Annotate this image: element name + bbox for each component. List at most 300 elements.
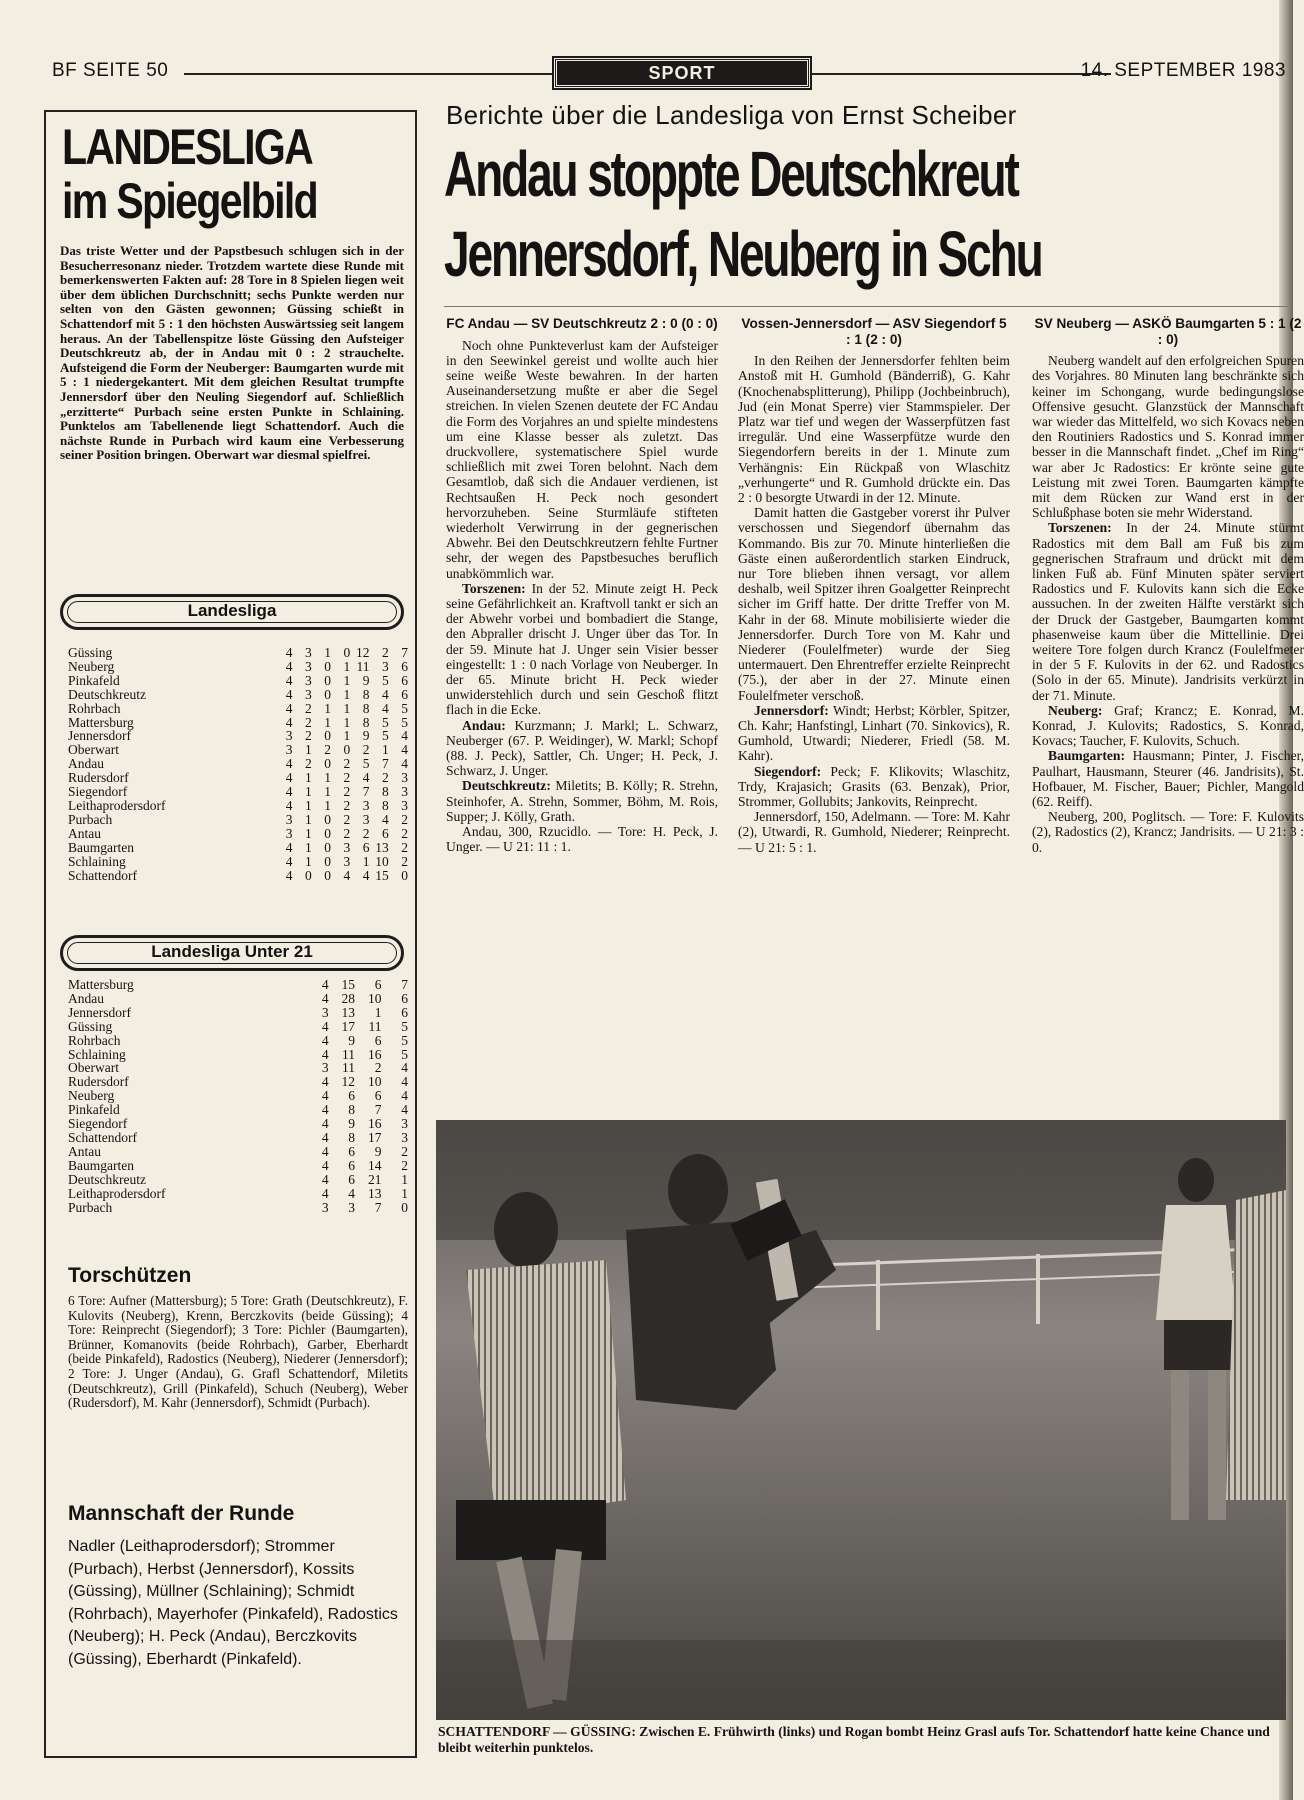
table-cell: 1 (401, 1171, 408, 1187)
table-cell: 6 (374, 1032, 382, 1048)
table-cell: 21 (367, 1171, 382, 1187)
article-jennersdorf (738, 316, 1010, 855)
table-cell: 0 (324, 686, 331, 702)
header-rule-left (184, 73, 586, 75)
table-cell: 4 (321, 1102, 329, 1118)
table-cell: 1 (305, 742, 312, 758)
table-cell: 5 (401, 1032, 408, 1048)
table-cell: 8 (348, 1102, 356, 1118)
article-paragraph (446, 718, 718, 779)
table-row (68, 813, 408, 827)
article-kicker: Berichte über die Landesliga von Ernst Scheiber (446, 100, 1017, 130)
table-cell: 4 (321, 1143, 329, 1159)
table-cell: 4 (381, 700, 389, 716)
page-label: BF SEITE 50 (52, 60, 169, 81)
table-cell: 3 (401, 1116, 408, 1132)
table-cell: 2 (401, 839, 408, 855)
table-cell: 8 (348, 1129, 356, 1145)
paragraph-text: Graf; Krancz; E. Konrad, M. Konrad, J. Kulovits; Radostics, S. Konrad, Kovacs; Taucher, F. Kulovits, Schuch. (1032, 702, 1304, 749)
table-row (68, 688, 408, 702)
table-cell: 2 (305, 728, 312, 744)
table-cell: 2 (305, 756, 312, 772)
table-cell: 1 (305, 784, 312, 800)
table-cell: 0 (324, 672, 331, 688)
table-cell: 0 (305, 867, 312, 883)
table-cell: 5 (401, 1018, 408, 1034)
table-cell: 2 (362, 742, 370, 758)
table-cell: 4 (285, 658, 293, 674)
table-cell: 4 (285, 700, 293, 716)
table-cell: 6 (401, 990, 408, 1006)
table-cell: 2 (374, 1060, 382, 1076)
table-cell: 11 (342, 1060, 356, 1076)
table-cell: 5 (362, 756, 370, 772)
league-table-header: Landesliga (60, 594, 404, 630)
table-cell: 15 (375, 867, 389, 883)
table-row (68, 855, 408, 869)
table-cell: 4 (321, 1157, 329, 1173)
table-cell: 3 (285, 811, 293, 827)
table-cell: 1 (305, 825, 312, 841)
team-name: Purbach (68, 1199, 113, 1215)
sidebar-title (62, 120, 317, 228)
table-cell: 3 (348, 1199, 356, 1215)
table-cell: 8 (381, 797, 389, 813)
table-cell: 1 (343, 686, 351, 702)
table-row (68, 771, 408, 785)
table-cell: 10 (367, 1074, 382, 1090)
table-cell: 7 (381, 756, 389, 772)
team-name: Pinkafeld (68, 1102, 120, 1118)
league-table (68, 646, 408, 882)
table-cell: 13 (341, 1004, 356, 1020)
table-cell: 3 (285, 825, 293, 841)
table-row (68, 1159, 408, 1173)
table-cell: 0 (324, 756, 331, 772)
table-row (68, 660, 408, 674)
table-cell: 6 (348, 1157, 356, 1173)
team-of-round-text: Nadler (Leithaprodersdorf); Strommer (Purbach), Herbst (Jennersdorf), Kossits (Güssing), Müllner (Schlaining); Schmidt (Rohrbach), Mayerhofer (Pinkafeld), Radostics (Neuberg); H. Peck (Andau), Berczkovits (Güssing), Eberhardt (Pinkafeld). (68, 1538, 398, 1668)
table-cell: 4 (343, 867, 351, 883)
table-cell: 4 (401, 742, 408, 758)
article-andau (446, 316, 718, 855)
team-name: Neuberg (68, 1088, 115, 1104)
table-cell: 0 (324, 853, 331, 869)
paragraph-text: In der 24. Minute stürmt Radostics mit dem Ball am Fuß bis zum gegnerischen Strafraum und drückt mit dem linken Fuß ab. Fünf Minuten später serviert Radostics und F. Kulovits kann sich die Ecke aussuchen. In der zweiten Hälfte verstärkt sich der Druck der Gastgeber, Baumgarten kommt phasenweise kaum über die Mittellinie. Drei weitere Tore folgen durch Krancz (Foulelfmeter in der 5 F. Kulovits in der 62. und Radostics (Solo in der 65. Minute). Jandrisits verkürzt in der 71. Minute. (1032, 520, 1304, 703)
article-paragraph (738, 703, 1010, 764)
table-row (68, 1006, 408, 1020)
table-cell: 11 (368, 1018, 382, 1034)
article-title: Vossen-Jennersdorf — ASV Siegendorf 5 : 1 (2 : 0) (741, 316, 1007, 347)
article-paragraph (1032, 748, 1304, 809)
team-name: Andau (68, 756, 104, 772)
table-cell: 4 (285, 714, 293, 730)
table-row (68, 827, 408, 841)
table-cell: 2 (343, 770, 351, 786)
table-cell: 1 (324, 770, 331, 786)
table-cell: 6 (401, 686, 408, 702)
table-row (68, 1075, 408, 1089)
team-name: Oberwart (68, 1060, 119, 1076)
table-cell: 0 (324, 839, 331, 855)
article-paragraph (446, 778, 718, 824)
table-cell: 9 (348, 1116, 356, 1132)
table-cell: 1 (324, 645, 331, 660)
table-cell: 13 (375, 839, 389, 855)
paragraph-label: Baumgarten: (1048, 748, 1126, 764)
table-cell: 3 (343, 853, 351, 869)
article-paragraph (1032, 703, 1304, 749)
table-cell: 2 (381, 770, 389, 786)
team-name: Siegendorf (68, 1116, 128, 1132)
table-cell: 2 (401, 853, 408, 869)
table-cell: 1 (305, 770, 312, 786)
table-cell: 9 (348, 1032, 356, 1048)
table-cell: 3 (321, 1004, 329, 1020)
table-row (68, 646, 408, 660)
team-name: Leithaprodersdorf (68, 1185, 166, 1201)
paragraph-label: Neuberg: (1048, 702, 1103, 718)
table-row (68, 716, 408, 730)
table-cell: 1 (374, 1004, 382, 1020)
table-cell: 7 (374, 1102, 382, 1118)
table-cell: 11 (356, 658, 370, 674)
table-cell: 7 (401, 977, 408, 992)
table-cell: 11 (342, 1046, 356, 1062)
team-name: Rohrbach (68, 1032, 121, 1048)
table-cell: 16 (367, 1046, 382, 1062)
table-cell: 3 (321, 1060, 329, 1076)
table-cell: 1 (343, 714, 351, 730)
table-cell: 3 (285, 728, 293, 744)
team-name: Leithaprodersdorf (68, 797, 166, 813)
team-name: Güssing (68, 1018, 113, 1034)
table-cell: 10 (375, 853, 389, 869)
table-row (68, 1020, 408, 1034)
team-name: Schlaining (68, 853, 126, 869)
table-cell: 4 (285, 672, 293, 688)
table-cell: 2 (343, 784, 351, 800)
table-cell: 2 (343, 756, 351, 772)
table-cell: 1 (305, 853, 312, 869)
table-row (68, 992, 408, 1006)
team-name: Pinkafeld (68, 672, 120, 688)
table-cell: 0 (401, 867, 408, 883)
table-row (68, 757, 408, 771)
table-cell: 17 (367, 1129, 382, 1145)
table-cell: 0 (401, 1199, 408, 1215)
team-name: Güssing (68, 645, 113, 660)
paragraph-text: Windt; Herbst; Körbler, Spitzer, Ch. Kahr; Hanfstingl, Linhart (70. Sinkovics), R. Gumhold, Utwardi; Niederer, Friedl (58. M. Kahr). (738, 702, 1010, 764)
table-cell: 6 (401, 658, 408, 674)
team-name: Antau (68, 1143, 101, 1159)
table-cell: 2 (381, 645, 389, 660)
team-name: Mattersburg (68, 977, 134, 992)
table-cell: 1 (324, 700, 331, 716)
table-cell: 4 (285, 756, 293, 772)
paragraph-label: Deutschkreutz: (462, 778, 551, 794)
table-cell: 3 (305, 658, 312, 674)
table-cell: 4 (362, 770, 370, 786)
table-cell: 1 (305, 839, 312, 855)
article-paragraph: Andau, 300, Rzucidlo. — Tore: H. Peck, J. Unger. — U 21: 11 : 1. (446, 824, 718, 855)
table-cell: 3 (305, 686, 312, 702)
table-cell: 4 (321, 1032, 329, 1048)
table-cell: 3 (343, 839, 351, 855)
table-cell: 1 (401, 1185, 408, 1201)
table-cell: 1 (324, 714, 331, 730)
article-paragraph: Neuberg wandelt auf den erfolgreichen Spuren des Vorjahres. 80 Minuten lang beschränkte sich keiner im Schongang, wurde bedingungslose Offensive gesucht. Glanzstück der Mannschaft war wieder das Mittelfeld, wo sich Kovacs neben den Routiniers Radostics und S. Konrad immer besser in die Mannschaft findet. „Chef im Ring“ war aber Jc Radostics: Er krönte seine gute Leistung mit zwei Toren. Baumgarten kämpfte mit dem Rücken zur Wand erst in der Schlußphase boten sie mehr Widerstand. (1032, 353, 1304, 521)
table-cell: 4 (321, 1046, 329, 1062)
headline (444, 134, 1286, 294)
table-row (68, 1145, 408, 1159)
table-cell: 0 (343, 645, 351, 660)
team-name: Jennersdorf (68, 728, 131, 744)
table-cell: 6 (362, 839, 370, 855)
table-cell: 2 (343, 811, 351, 827)
headline-rule (444, 306, 1289, 307)
table-cell: 4 (321, 1116, 329, 1132)
table-cell: 6 (401, 1004, 408, 1020)
team-name: Antau (68, 825, 101, 841)
u21-table (68, 978, 408, 1214)
table-cell: 6 (348, 1088, 356, 1104)
table-cell: 4 (401, 1102, 408, 1118)
paragraph-text: Peck; F. Klikovits; Wlaschitz, Trdy, Krajasich; Grasits (63. Benzak), Prior, Strommer, Gollubits; Jankovits, Reinprecht. (738, 763, 1010, 810)
table-cell: 7 (374, 1199, 382, 1215)
table-cell: 3 (381, 658, 389, 674)
issue-date: 14. SEPTEMBER 1983 (1080, 60, 1286, 81)
table-cell: 5 (381, 672, 389, 688)
table-cell: 9 (362, 672, 370, 688)
team-name: Rohrbach (68, 700, 121, 716)
table-cell: 2 (343, 797, 351, 813)
table-cell: 5 (401, 700, 408, 716)
headline-line2: Jennersdorf, Neuberg in Schu (444, 218, 1042, 290)
table-cell: 6 (381, 825, 389, 841)
table-row (68, 978, 408, 992)
table-row (68, 1089, 408, 1103)
table-cell: 3 (401, 797, 408, 813)
table-cell: 4 (285, 784, 293, 800)
table-cell: 4 (285, 797, 293, 813)
table-cell: 9 (362, 728, 370, 744)
table-cell: 0 (324, 867, 331, 883)
table-cell: 2 (305, 714, 312, 730)
article-neuberg (1032, 316, 1304, 855)
sidebar-title-line2: im Spiegelbild (62, 173, 317, 229)
article-paragraph: Noch ohne Punkteverlust kam der Aufsteiger in den Seewinkel gereist und wollte auch hier seine weiße Weste bewahren. In der harten Auseinandersetzung mußte er aber die Segel streichen. In vielen Szenen deutete der FC Andau die Form des Vorjahres an und spielte mindestens um eine Klasse besser als zuletzt. Das druckvollere, systematischere Spiel wurde schließlich mit zwei Toren belohnt. Nach dem Gesamtlob, daß sich die Andauer verdienen, ist Rechtsaußen H. Peck noch gesondert hervorzuheben. Seine Sturmläufe stifteten wiederholt Verwirrung in der gegnerischen Abwehr. Bei den Deutschkreutzern fehlte Furtner sehr, der wegen des Papstbesuches beruflich unabkömmlich war. (446, 337, 718, 581)
table-cell: 2 (401, 1143, 408, 1159)
table-cell: 1 (381, 742, 389, 758)
table-cell: 2 (324, 742, 331, 758)
team-name: Baumgarten (68, 839, 134, 855)
paragraph-text: Miletits; B. Kölly; R. Strehn, Steinhofer, A. Strehn, Sommer, Böhm, M. Rois, Supper; J. Kölly, Grath. (446, 778, 718, 824)
team-name: Andau (68, 990, 104, 1006)
article-title: SV Neuberg — ASKÖ Baumgarten 5 : 1 (2 : 0) (1034, 316, 1302, 347)
table-cell: 4 (321, 1088, 329, 1104)
table-row (68, 1034, 408, 1048)
team-name: Rudersdorf (68, 770, 129, 786)
table-cell: 5 (381, 728, 389, 744)
photo-caption: SCHATTENDORF — GÜSSING: Zwischen E. Frühwirth (links) und Rogan bombt Heinz Grasl aufs Tor. Schattendorf hatte keine Chance und bleibt weiterhin punktelos. (438, 1724, 1270, 1755)
team-name: Baumgarten (68, 1157, 134, 1173)
table-cell: 2 (401, 1157, 408, 1173)
table-row (68, 1048, 408, 1062)
table-cell: 8 (362, 700, 370, 716)
table-cell: 2 (343, 825, 351, 841)
table-cell: 17 (341, 1018, 356, 1034)
table-cell: 3 (305, 672, 312, 688)
page-header (52, 56, 1286, 92)
match-photo-illustration (436, 1120, 1286, 1720)
paragraph-label: Torszenen: (462, 580, 526, 596)
match-photo (436, 1120, 1286, 1720)
sidebar-intro: Das triste Wetter und der Papstbesuch schlugen sich in der Besucherresonanz nieder. Trotzdem wartete diese Runde mit bemerkenswerten Fakten auf: 28 Tore in 8 Spielen liegen weit über dem üblichen Durchschnitt; sechs Punkte werden nur selten von den Gästen gewonnen; Güssing schießt in Schattendorf mit 5 : 1 den höchsten Auswärtssieg seit langem heraus. An der Tabellenspitze löste Güssing den Aufsteiger Deutschkreutz ab, der in Andau mit 0 : 2 strauchelte. Aufsteigend die Form der Neuberger: Baumgarten wurde mit 5 : 1 niedergekantert. Mit dem gleichen Resultat trumpfte Jennersdorf über den Neuling Siegendorf auf. Schließlich „erzitterte“ Purbach seine ersten Punkte in Schlaining. Punktelos am Tabellenende liegt Schattendorf. Auch die nächste Runde in Purbach wird kaum eine Verbesserung seiner Position bringen. Oberwart war diesmal spielfrei. (60, 243, 404, 463)
paragraph-label: Siegendorf: (754, 763, 822, 779)
table-cell: 2 (362, 825, 370, 841)
team-name: Deutschkreutz (68, 686, 146, 702)
table-row (68, 1061, 408, 1075)
table-cell: 1 (343, 658, 351, 674)
table-cell: 3 (401, 784, 408, 800)
table-cell: 4 (321, 977, 329, 992)
table-cell: 0 (324, 825, 331, 841)
team-name: Neuberg (68, 658, 115, 674)
table-cell: 3 (362, 811, 370, 827)
table-cell: 3 (401, 1129, 408, 1145)
table-row (68, 1117, 408, 1131)
table-row (68, 869, 408, 883)
scorers-title: Torschützen (68, 1264, 192, 1287)
table-cell: 4 (381, 811, 389, 827)
table-cell: 6 (374, 1088, 382, 1104)
paragraph-label: Andau: (462, 717, 506, 733)
table-cell: 4 (348, 1185, 356, 1201)
table-cell: 1 (343, 700, 351, 716)
table-cell: 8 (381, 784, 389, 800)
table-cell: 0 (324, 658, 331, 674)
article-paragraph: Neuberg, 200, Poglitsch. — Tore: F. Kulovits (2), Radostics (2), Krancz; Jandrisits. — U 21: 3 : 0. (1032, 809, 1304, 855)
table-cell: 6 (374, 977, 382, 992)
table-cell: 1 (343, 672, 351, 688)
table-cell: 12 (341, 1074, 356, 1090)
table-cell: 4 (401, 1060, 408, 1076)
team-name: Mattersburg (68, 714, 134, 730)
table-row (68, 1201, 408, 1215)
article-paragraph: In den Reihen der Jennersdorfer fehlten beim Anstoß mit H. Gumhold (Bänderriß), G. Kahr (Knochenabsplitterung), Philipp (Jochbeinbruch), Jud (ein Monat Sperre) vier Stammspieler. Der Platz war tief und wegen der Wasserpfützen fast irregulär. Und eine Wasserpfütze wurde den Siegendorfern bereits in der 1. Minute zum Verhängnis: Ein Rückpaß von Wlaschitz „verhungerte“ und R. Gumhold drückte ein. Das 2 : 0 besorgte Utwardi in der 12. Minute. (738, 353, 1010, 506)
headline-line1: Andau stoppte Deutschkreut (444, 138, 1018, 210)
article-paragraph (738, 764, 1010, 810)
table-cell: 7 (401, 645, 408, 660)
table-cell: 16 (367, 1116, 382, 1132)
table-cell: 2 (401, 811, 408, 827)
team-name: Purbach (68, 811, 113, 827)
paragraph-text: In der 52. Minute zeigt H. Peck seine Gefährlichkeit an. Kraftvoll tankt er sich an der Abwehr vorbei und bombadiert die Stange, den Abpraller drischt J. Unger über das Tor. In der 59. Minute hat J. Unger sein Visier besser eingestellt: 1 : 0 nach Vorlage von Neuberger. In der 65. Minute bricht H. Peck wieder unwiderstehlich durch und sein Geschoß flitzt flach in die Ecke. (446, 580, 718, 718)
table-cell: 6 (348, 1143, 356, 1159)
table-cell: 3 (401, 770, 408, 786)
table-cell: 4 (285, 645, 293, 660)
table-cell: 5 (381, 714, 389, 730)
table-cell: 4 (321, 990, 329, 1006)
table-cell: 14 (367, 1157, 382, 1173)
table-row (68, 785, 408, 799)
team-name: Deutschkreutz (68, 1171, 146, 1187)
table-cell: 8 (362, 714, 370, 730)
team-name: Schattendorf (68, 867, 137, 883)
table-cell: 13 (367, 1185, 382, 1201)
table-row (68, 1103, 408, 1117)
section-label: SPORT (554, 58, 810, 88)
table-row (68, 729, 408, 743)
table-cell: 8 (362, 686, 370, 702)
table-row (68, 674, 408, 688)
table-row (68, 702, 408, 716)
table-cell: 15 (341, 977, 356, 992)
team-name: Rudersdorf (68, 1074, 129, 1090)
table-cell: 6 (401, 672, 408, 688)
table-cell: 1 (305, 797, 312, 813)
table-row (68, 743, 408, 757)
table-cell: 5 (401, 1046, 408, 1062)
table-cell: 2 (401, 825, 408, 841)
table-cell: 4 (321, 1185, 329, 1201)
table-cell: 4 (285, 853, 293, 869)
table-cell: 4 (401, 1088, 408, 1104)
table-cell: 1 (324, 797, 331, 813)
table-cell: 1 (324, 784, 331, 800)
table-cell: 1 (362, 853, 370, 869)
table-cell: 0 (324, 728, 331, 744)
table-row (68, 1187, 408, 1201)
team-name: Oberwart (68, 742, 119, 758)
table-row (68, 1173, 408, 1187)
table-cell: 3 (362, 797, 370, 813)
scorers-text: 6 Tore: Aufner (Mattersburg); 5 Tore: Grath (Deutschkreutz), F. Kulovits (Neuberg), Krenn, Berczkovits (beide Güssing); 4 Tore: Reinprecht (Siegendorf); 3 Tore: Pichler (Baumgarten), Brünner, Komanovits (beide Rohrbach), Garber, Eberhardt (beide Pinkafeld), Radostics (Neuberg), Niederer (Jennersdorf); 2 Tore: J. Unger (Andau), G. Grafl Schattendorf, Miletits (Deutschkreutz), Grill (Pinkafeld), Schuch (Neuberg), Weber (Rudersdorf), M. Kahr (Jennersdorf), Schmidt (Purbach). (68, 1293, 408, 1411)
paragraph-text: Kurzmann; J. Markl; L. Schwarz, Neuberger (67. P. Weidinger), W. Markl; Schopf (88. J. Peck), Sattler, Ch. Unger; H. Peck, J. Schwarz, J. Unger. (446, 717, 718, 779)
header-rule-right (812, 73, 1111, 75)
table-cell: 4 (285, 686, 293, 702)
table-row (68, 799, 408, 813)
table-cell: 4 (401, 756, 408, 772)
table-cell: 0 (343, 742, 351, 758)
table-cell: 7 (362, 784, 370, 800)
team-name: Siegendorf (68, 784, 128, 800)
team-name: Schlaining (68, 1046, 126, 1062)
table-cell: 4 (285, 839, 293, 855)
team-name: Jennersdorf (68, 1004, 131, 1020)
table-row (68, 1131, 408, 1145)
article-title: FC Andau — SV Deutschkreutz 2 : 0 (0 : 0) (446, 316, 718, 331)
landesliga-sidebar (44, 110, 417, 1758)
table-cell: 4 (321, 1074, 329, 1090)
table-cell: 3 (305, 645, 312, 660)
article-paragraph (446, 581, 718, 718)
team-of-round-title: Mannschaft der Runde (68, 1502, 295, 1525)
table-row (68, 841, 408, 855)
sidebar-title-line1: LANDESLIGA (62, 119, 313, 175)
table-cell: 12 (355, 645, 370, 660)
table-cell: 4 (362, 867, 370, 883)
table-cell: 4 (401, 1074, 408, 1090)
table-cell: 4 (285, 770, 293, 786)
table-cell: 4 (401, 728, 408, 744)
table-cell: 1 (343, 728, 351, 744)
table-cell: 3 (321, 1199, 329, 1215)
table-cell: 10 (367, 990, 382, 1006)
table-cell: 4 (321, 1018, 329, 1034)
table-cell: 4 (285, 867, 293, 883)
